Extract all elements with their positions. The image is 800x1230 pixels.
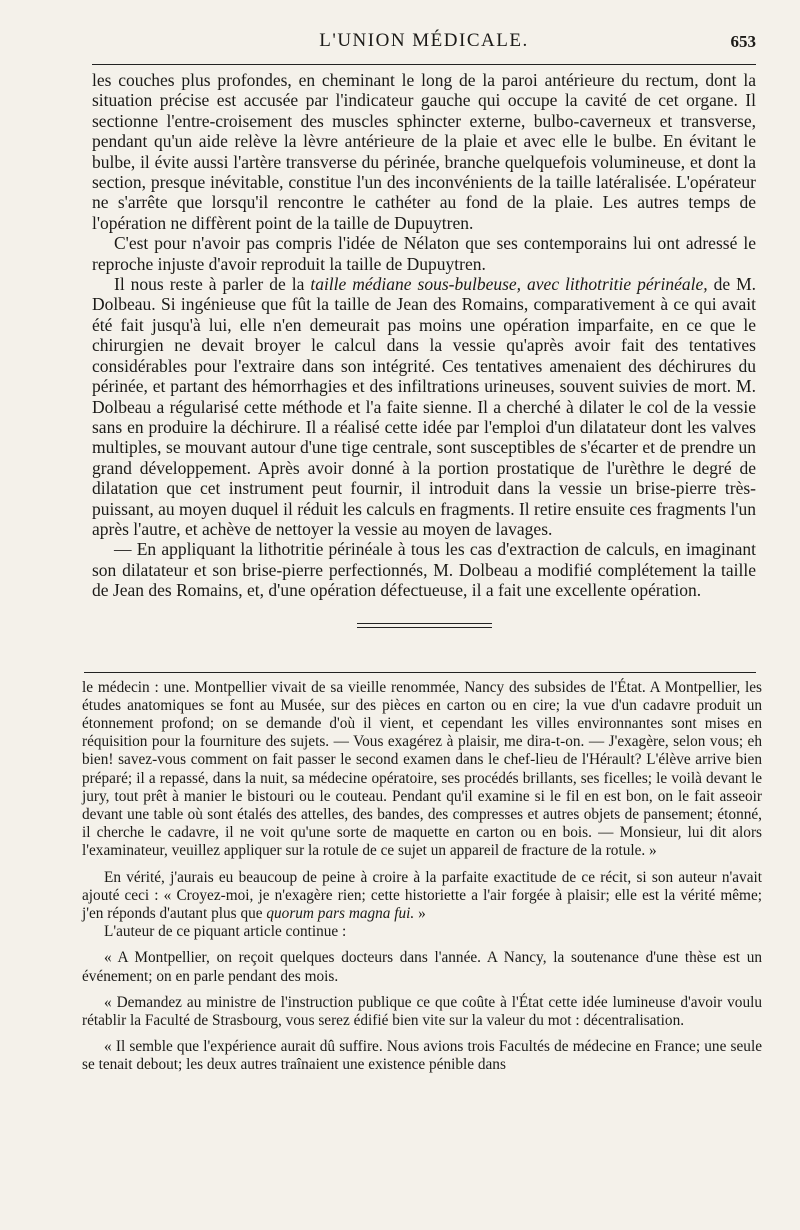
text-run: Il nous reste à parler de la (114, 274, 311, 295)
main-article-text (92, 70, 756, 601)
italic-title: taille médiane sous-bulbeuse, avec lithotritie périnéale, (310, 274, 708, 295)
text-run: » (414, 905, 426, 922)
paragraph: « Il semble que l'expérience aurait dû suffire. Nous avions trois Facultés de médecine en France; une seule se tenait debout; les deux autres traînaient une existence pénible dans (82, 1038, 762, 1074)
page-number: 653 (730, 32, 756, 51)
running-title: L'UNION MÉDICALE. (319, 30, 529, 51)
paragraph (82, 869, 762, 924)
paragraph: les couches plus profondes, en cheminant le long de la paroi antérieure du rectum, dont la situation précise est accusée par l'indicateur gauche qui occupe la cavité de cet organe. Il sectionne l'entre-croisement des muscles sphincter externe, bulbo-caverneux et transverse, pendant qu'un aide relève la lèvre antérieure de la plaie et avec elle le bulbe. En évitant le bulbe, il évite aussi l'artère transverse du périnée, branche quelquefois volumineuse, et dont la section, presque inévitable, constitue l'un des inconvénients de la taille latéralisée. L'opérateur ne s'arrête que lorsqu'il rencontre le cathéter au fond de la plaie. Les autres temps de l'opération ne diffèrent point de la taille de Dupuytren. (92, 70, 756, 233)
paragraph: « A Montpellier, on reçoit quelques docteurs dans l'année. A Nancy, la soutenance d'une thèse est un événement; on en parle pendant des mois. (82, 949, 762, 985)
paragraph: le médecin : une. Montpellier vivait de sa vieille renommée, Nancy des subsides de l'État. A Montpellier, les études anatomiques se font au Musée, sur des pièces en carton ou en cire; la vue d'un cadavre produit un étonnement profond; on se demande d'où il vient, et cependant les villes environnantes sont mises en réquisition pour la fourniture des sujets. — Vous exagérez à plaisir, me dira-t-on. — J'exagère, selon vous; eh bien! savez-vous comment on fait passer le second examen dans le chef-lieu de l'Hérault? L'élève arrive bien préparé; il a repassé, dans la nuit, sa médecine opératoire, ses procédés brillants, ses ficelles; le voilà devant le jury, tout prêt à manier le bistouri ou le couteau. Pendant qu'il examine si le fil en est bon, on le fait asseoir devant une table où sont étalés des attelles, des bandes, des compresses et autres objets de pansement; étonné, il cherche le cadavre, il ne voit qu'une sorte de maquette en carton ou en bois. — Monsieur, lui dit alors l'examinateur, veuillez appliquer sur la rotule de ce sujet un appareil de fracture de la rotule. » (82, 678, 762, 860)
header-rule (92, 64, 756, 65)
text-run: En vérité, j'aurais eu beaucoup de peine à croire à la parfaite exactitude de ce récit, si son auteur n'avait ajouté ceci : « Croyez-moi, je n'exagère rien; cette historiette a l'air forgée à plaisir; elle est la vérité même; j'en réponds d'autant plus que (82, 868, 762, 922)
text-run: de M. Dolbeau. Si ingénieuse que fût la taille de Jean des Romains, comparativement à ce qui avait été fait jusqu'à lui, elle n'en demeurait pas moins une opération imparfaite, en ce que le chirurgien ne devait broyer le calcul dans la vessie qu'après avoir fait des tentatives considérables pour l'extraire dans son intégrité. Ces tentatives amenaient des déchirures du périnée, et partant des hémorrhagies et des infiltrations urineuses, souvent suivies de mort. M. Dolbeau a régularisé cette méthode et l'a faite sienne. Il a cherché à dilater le col de la vessie sans en produire la déchirure. Il a réalisé cette idée par l'emploi d'un dilatateur dont les valves multiples, se mouvant autour d'une tige centrale, sont susceptibles de s'écarter et de prendre un grand développement. Après avoir donné à la portion prostatique de l'urèthre le degré de dilatation que cet instrument peut fournir, il introduit dans la vessie un brise-pierre très-puissant, au moyen duquel il réduit les calculs en fragments. Il retire ensuite ces fragments l'un après l'autre, et achève de nettoyer la vessie au moyen de lavages. (92, 274, 757, 539)
article-end-rule (357, 623, 492, 628)
paragraph (92, 274, 756, 539)
feuilleton-rule (84, 672, 756, 673)
page-header (92, 30, 756, 56)
paragraph: — En appliquant la lithotritie périnéale à tous les cas d'extraction de calculs, en imaginant son dilatateur et son brise-pierre perfectionnés, M. Dolbeau a modifié complétement la taille de Jean des Romains, et, d'une opération défectueuse, il a fait une excellente opération. (92, 539, 756, 601)
feuilleton-text (82, 679, 762, 1075)
paragraph: C'est pour n'avoir pas compris l'idée de Nélaton que ses contemporains lui ont adressé le reproche injuste d'avoir reproduit la taille de Dupuytren. (92, 233, 756, 274)
latin-quote: quorum pars magna fui. (266, 905, 415, 922)
paragraph: L'auteur de ce piquant article continue : (104, 923, 347, 941)
paragraph: « Demandez au ministre de l'instruction publique ce que coûte à l'État cette idée lumineuse d'avoir voulu rétablir la Faculté de Strasbourg, vous serez édifié bien vite sur la valeur du mot : décentralisation. (82, 993, 762, 1030)
